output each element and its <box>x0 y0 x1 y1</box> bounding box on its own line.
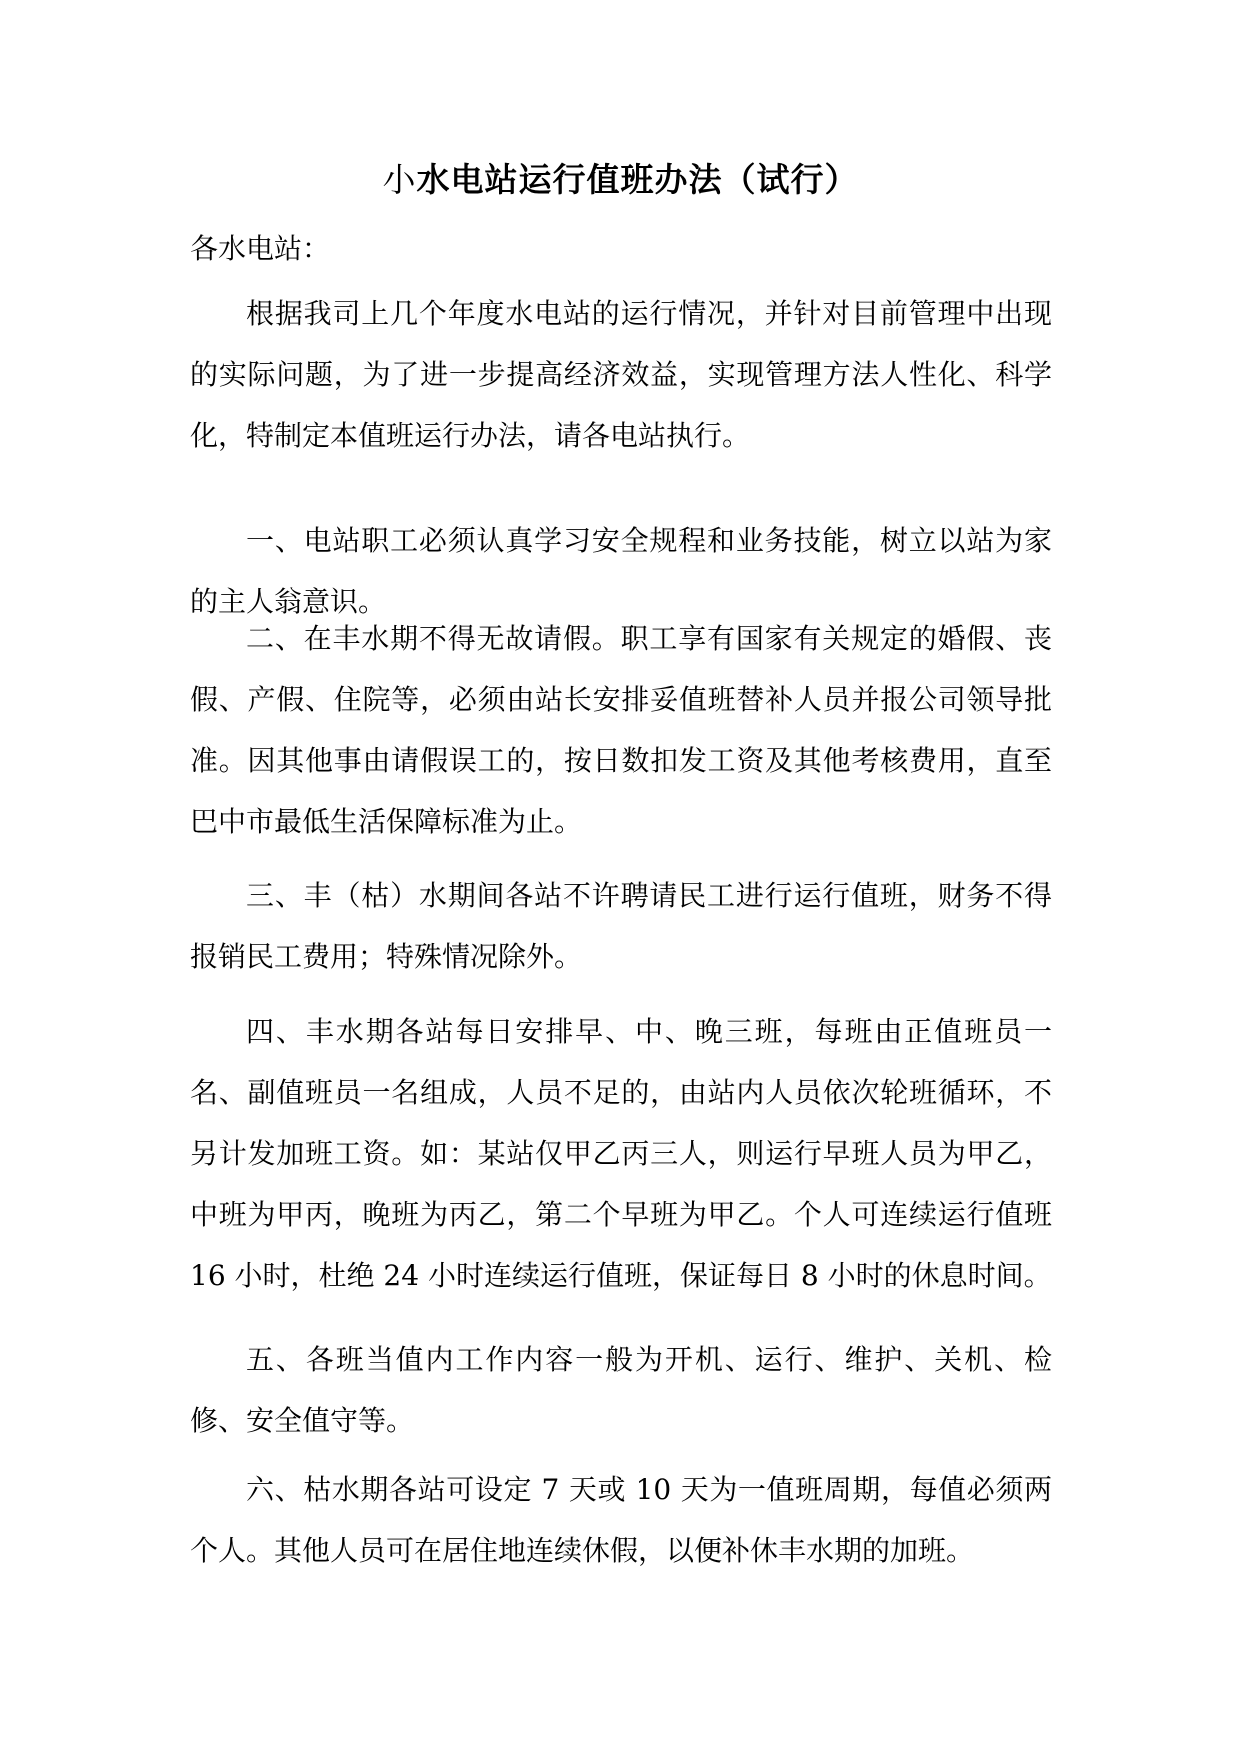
title-prefix: 小 <box>382 160 417 199</box>
paragraph-item-6: 六、枯水期各站可设定 7 天或 10 天为一值班周期，每值必须两个人。其他人员可在居住地连续休假，以便补休丰水期的加班。 <box>190 1473 1052 1567</box>
paragraph-intro: 根据我司上几个年度水电站的运行情况，并针对目前管理中出现的实际问题，为了进一步提高经济效益，实现管理方法人性化、科学化，特制定本值班运行办法，请各电站执行。 <box>190 297 1052 452</box>
paragraph-item-5: 五、各班当值内工作内容一般为开机、运行、维护、关机、检修、安全值守等。 <box>190 1343 1052 1437</box>
salutation: 各水电站： <box>190 232 331 265</box>
title-main: 水电站运行值班办法（试行） <box>416 160 859 199</box>
paragraph-item-1: 一、电站职工必须认真学习安全规程和业务技能，树立以站为家的主人翁意识。 <box>190 524 1052 618</box>
document-title <box>0 155 1241 205</box>
paragraph-item-2: 二、在丰水期不得无故请假。职工享有国家有关规定的婚假、丧假、产假、住院等，必须由站长安排妥值班替补人员并报公司领导批准。因其他事由请假误工的，按日数扣发工资及其他考核费用，直至巴中市最低生活保障标准为止。 <box>190 622 1052 838</box>
paragraph-item-3: 三、丰（枯）水期间各站不许聘请民工进行运行值班，财务不得报销民工费用；特殊情况除外。 <box>190 879 1052 973</box>
paragraph-item-4: 四、丰水期各站每日安排早、中、晚三班，每班由正值班员一名、副值班员一名组成，人员不足的，由站内人员依次轮班循环，不另计发加班工资。如：某站仅甲乙丙三人，则运行早班人员为甲乙，中班为甲丙，晚班为丙乙，第二个早班为甲乙。个人可连续运行值班 16 小时，杜绝 24 小时连续运行值班，保证每日 8 小时的休息时间。 <box>190 1015 1052 1292</box>
